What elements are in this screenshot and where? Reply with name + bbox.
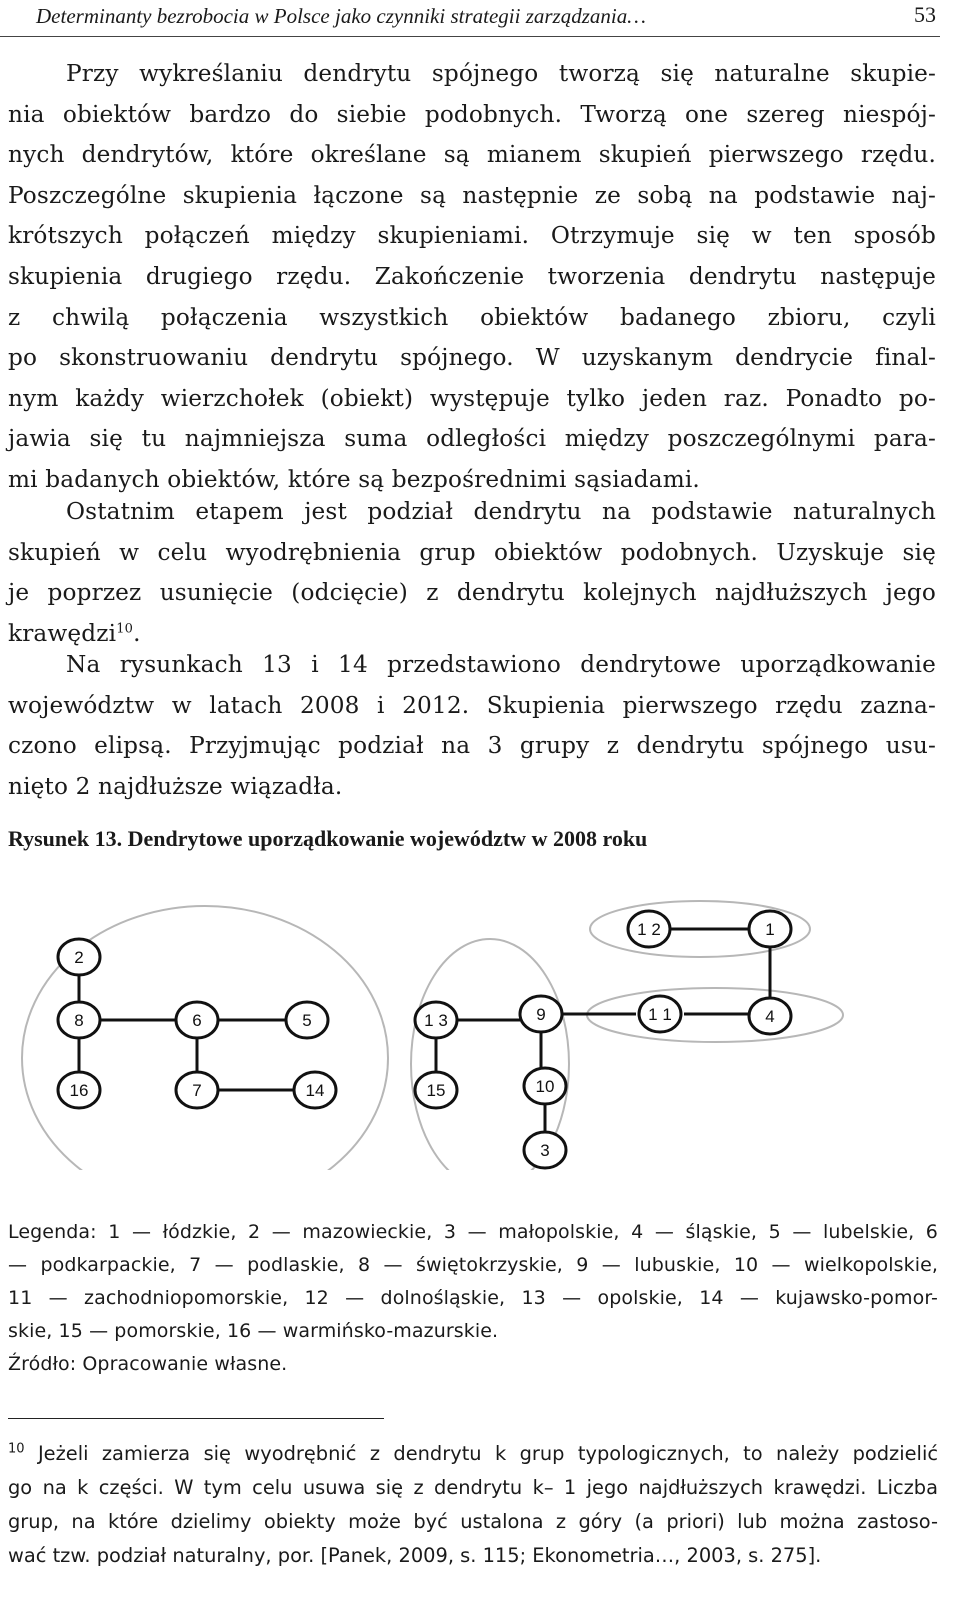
text-line: mi badanych obiektów, które są bezpośrednimi sąsiadami. (8, 465, 700, 493)
node-label: 4 (765, 1007, 775, 1026)
node-label: 16 (69, 1081, 89, 1100)
footnote-line: grup, na które dzielimy obiekty może być ustalona z góry (a priori) lub można zastoso- (8, 1510, 938, 1533)
node-label: 1 3 (424, 1011, 448, 1030)
node-label: 2 (74, 948, 84, 967)
text-line: Poszczególne skupienia łączone są następnie ze sobą na podstawie naj- (8, 181, 936, 209)
text-line: krótszych połączeń między skupieniami. Otrzymuje się w ten sposób (8, 222, 936, 250)
text-line: czono elipsą. Przyjmując podział na 3 grupy z dendrytu spójnego usu- (8, 732, 936, 760)
text-line: je poprzez usunięcie (odcięcie) z dendrytu kolejnych najdłuższych jego (8, 579, 936, 607)
node-label: 1 2 (637, 920, 661, 939)
dendrogram-node-5 (286, 1002, 328, 1038)
text-fragment: krawędzi (8, 619, 117, 647)
text-line: z chwilą połączenia wszystkich obiektów badanego zbioru, czyli (8, 303, 936, 331)
dendrogram-node-3 (524, 1132, 566, 1168)
footnote-ref[interactable]: 10 (116, 621, 134, 637)
node-label: 6 (192, 1011, 202, 1030)
node-label: 3 (540, 1141, 550, 1160)
dendrogram-node-1 (749, 911, 791, 947)
text-line: skupień w celu wyodrębnienia grup obiektów podobnych. Uzyskuje się (8, 538, 936, 566)
dendrogram-node-14 (294, 1072, 336, 1108)
dendrogram-node-16 (58, 1072, 100, 1108)
text-line: nych dendrytów, które określane są mianem skupień pierwszego rzędu. (8, 141, 936, 169)
dendrogram-node-15 (415, 1072, 457, 1108)
text-line: nięto 2 najdłuższe wiązadła. (8, 772, 343, 800)
text-fragment: Jeżeli zamierza się wyodrębnić z dendrytu k grup typologicznych, to należy podzielić (37, 1442, 938, 1465)
legend-line: Legenda: 1 — łódzkie, 2 — mazowieckie, 3 — małopolskie, 4 — śląskie, 5 — lubelskie, 6 (8, 1221, 938, 1243)
node-label: 9 (536, 1005, 546, 1024)
text-line: województw w latach 2008 i 2012. Skupienia pierwszego rzędu zazna- (8, 691, 936, 719)
figure-legend (8, 1216, 938, 1381)
legend-line: 11 — zachodniopomorskie, 12 — dolnośląskie, 13 — opolskie, 14 — kujawsko-pomor- (8, 1287, 938, 1309)
text-line: jawia się tu najmniejsza suma odległości między poszczególnymi para- (8, 425, 936, 453)
node-label: 1 (765, 920, 775, 939)
node-label: 7 (192, 1081, 202, 1100)
dendrogram-node-11 (639, 996, 681, 1032)
node-label: 10 (535, 1077, 555, 1096)
text-line: po skonstruowaniu dendrytu spójnego. W uzyskanym dendrycie final- (8, 344, 936, 372)
node-label: 8 (74, 1011, 84, 1030)
footnote-separator (8, 1418, 384, 1419)
dendrogram-node-2 (58, 939, 100, 975)
footnote-line: go na k części. W tym celu usuwa się z dendrytu k– 1 jego najdłuższych krawędzi. Liczba (8, 1476, 938, 1499)
text-line: Ostatnim etapem jest podział dendrytu na podstawie naturalnych (66, 498, 936, 525)
legend-line: — podkarpackie, 7 — podlaskie, 8 — świętokrzyskie, 9 — lubuskie, 10 — wielkopolskie, (8, 1254, 938, 1276)
text-line: Przy wykreślaniu dendrytu spójnego tworzą się naturalne skupie- (66, 60, 936, 87)
footnote-number: 10 (8, 1441, 25, 1457)
paragraph-3 (8, 645, 936, 807)
text-line: Na rysunkach 13 i 14 przedstawiono dendrytowe uporządkowanie (66, 651, 936, 678)
dendrogram-node-8 (58, 1002, 100, 1038)
text-line: nia obiektów bardzo do siebie podobnych. Tworzą one szereg niespój- (8, 100, 936, 128)
running-header (0, 0, 940, 37)
dendrogram-node-13 (415, 1002, 457, 1038)
dendrogram-node-12 (628, 911, 670, 947)
dendrogram (0, 880, 960, 1170)
dendrogram-node-10 (524, 1068, 566, 1104)
text-line: nym każdy wierzchołek (obiekt) występuje tylko jeden raz. Ponadto po- (8, 384, 936, 412)
dendrogram-node-4 (749, 998, 791, 1034)
footnote-line: wać tzw. podział naturalny, por. [Panek, 2009, s. 115; Ekonometria…, 2003, s. 275]. (8, 1544, 822, 1567)
node-label: 5 (302, 1011, 312, 1030)
paragraph-2 (8, 492, 936, 654)
paragraph-1 (8, 54, 936, 501)
text-line: skupienia drugiego rzędu. Zakończenie tworzenia dendrytu następuje (8, 262, 936, 290)
page-number: 53 (914, 2, 936, 27)
footnote-10 (8, 1437, 938, 1573)
running-title: Determinanty bezrobocia w Polsce jako czynniki strategii zarządzania… (36, 4, 646, 28)
figure-source: Źródło: Opracowanie własne. (8, 1353, 288, 1375)
dendrogram-node-7 (176, 1072, 218, 1108)
dendrogram-node-9 (520, 996, 562, 1032)
footnote-line (8, 1437, 938, 1471)
dendrogram-node-6 (176, 1002, 218, 1038)
figure-caption: Rysunek 13. Dendrytowe uporządkowanie województw w 2008 roku (8, 826, 648, 851)
node-label: 15 (426, 1081, 446, 1100)
node-label: 1 1 (648, 1005, 672, 1024)
legend-line: skie, 15 — pomorskie, 16 — warmińsko-mazurskie. (8, 1320, 499, 1342)
node-label: 14 (305, 1081, 325, 1100)
text-fragment: . (133, 619, 141, 647)
